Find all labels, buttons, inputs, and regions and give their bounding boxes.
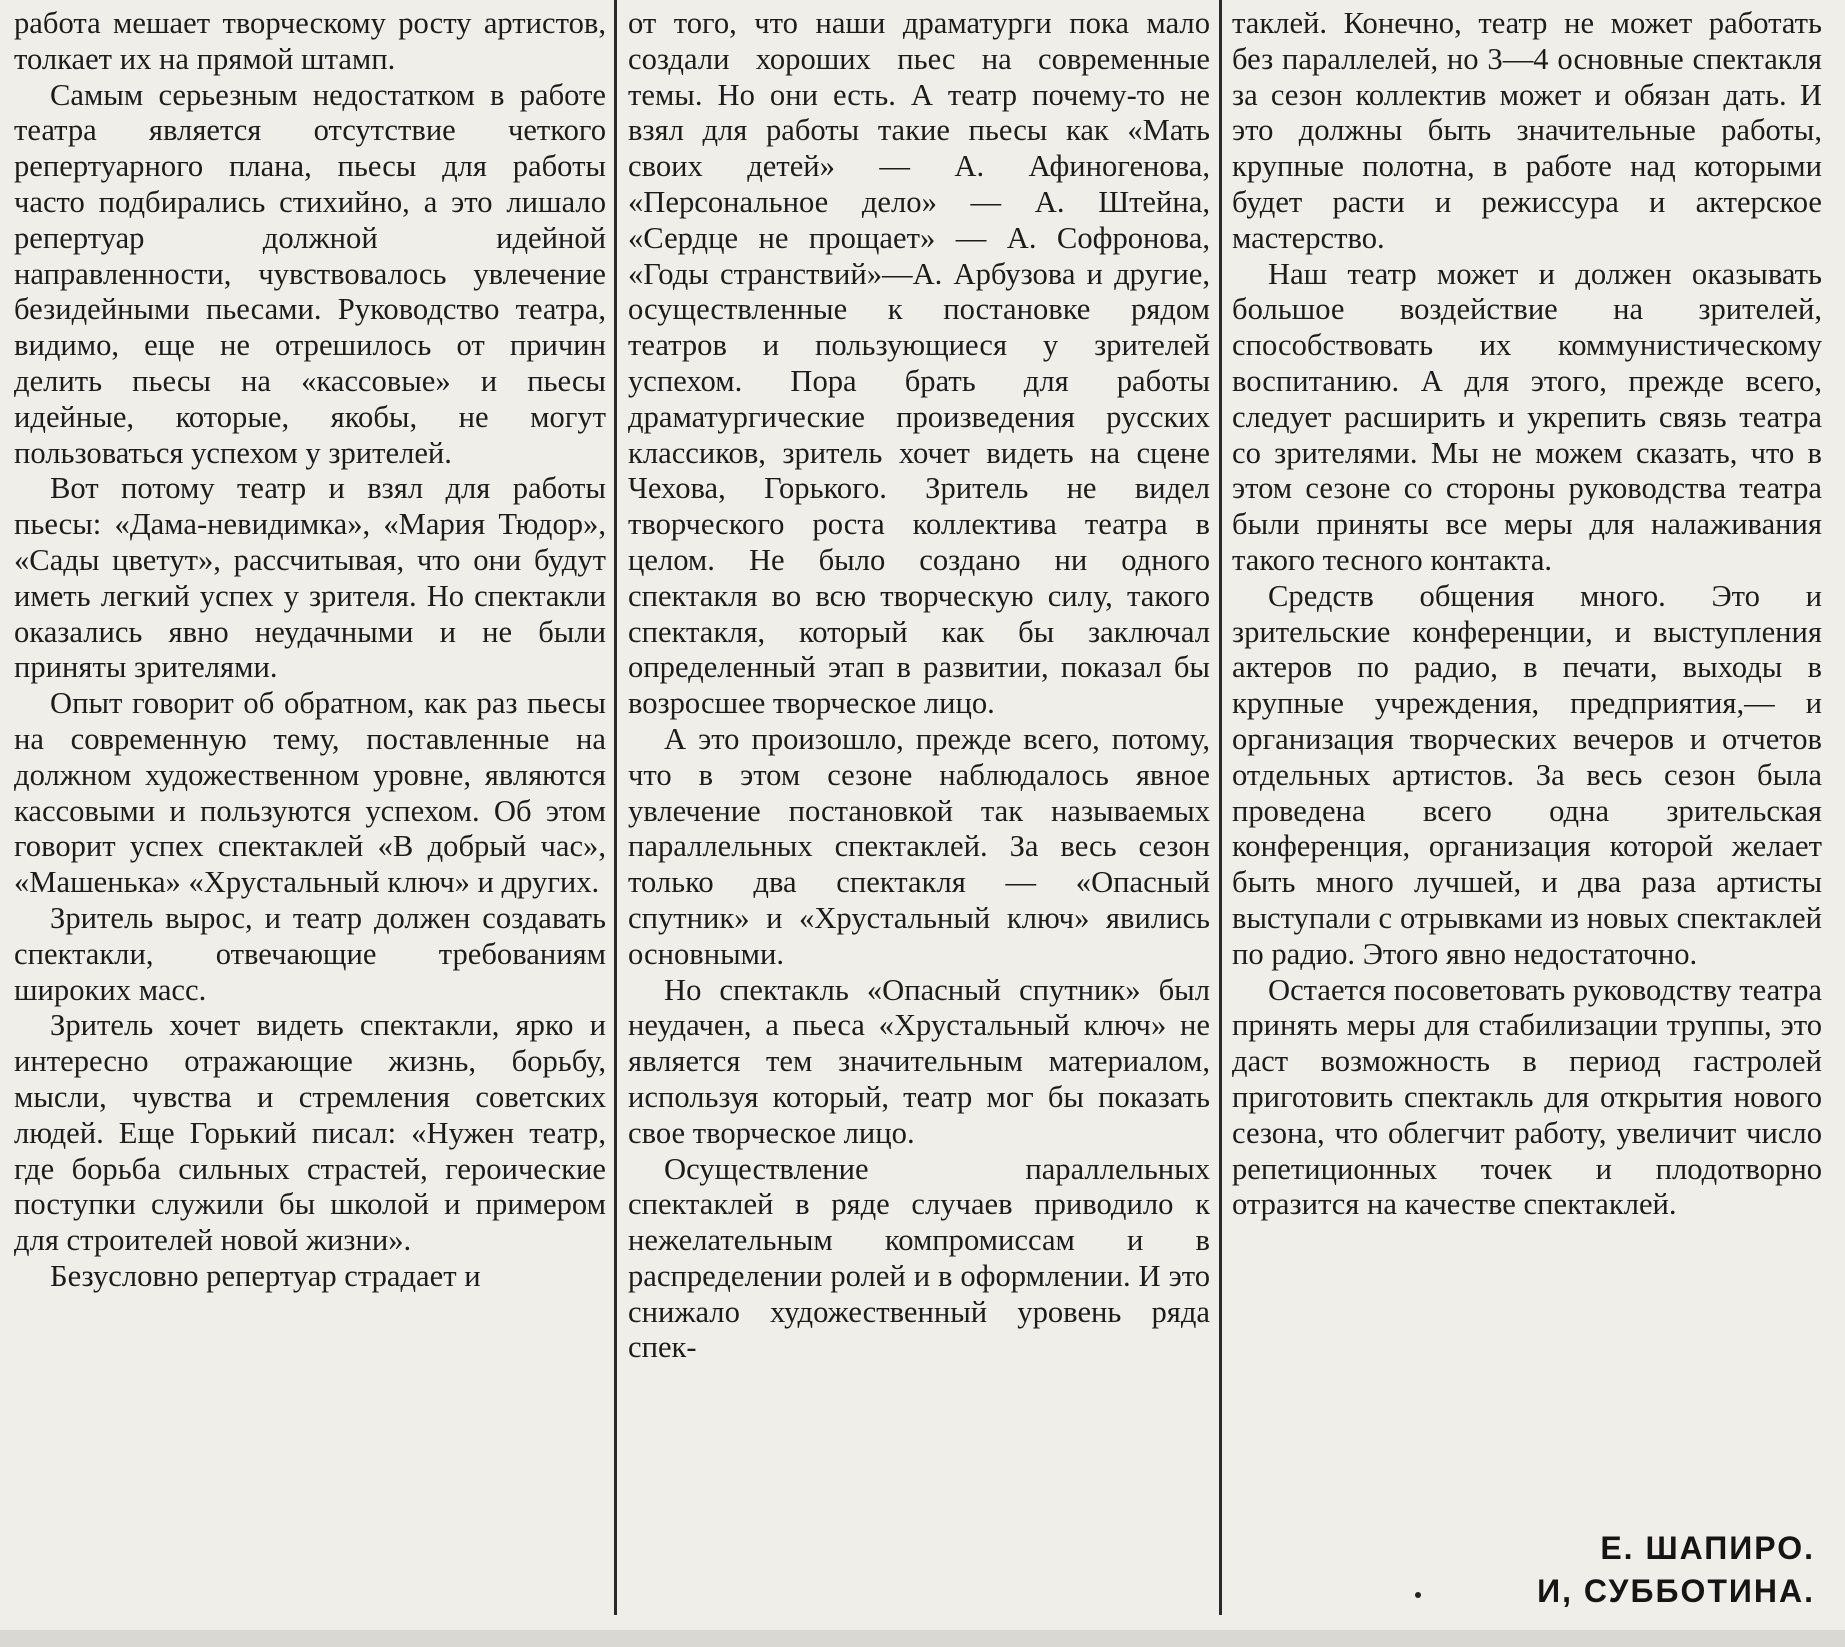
- paragraph: работа мешает творческому росту артистов, толкает их на прямой штамп.: [14, 6, 606, 76]
- paragraph: таклей. Конечно, театр не может работать без параллелей, но 3—4 основные спектакля за сезон коллектив может и обязан дать. И это должны быть значительные работы, крупные полотна, в работе над которыми будет расти и режиссура и актерское мастерство.: [1232, 6, 1822, 255]
- paragraph: Наш театр может и должен оказывать большое воздействие на зрителей, способствовать их коммунистическому воспитанию. А для этого, прежде всего, следует расширить и укрепить связь театра со зрителями. Мы не можем сказать, что в этом сезоне со стороны руководства театра были приняты все меры для налаживания такого тесного контакта.: [1232, 256, 1822, 577]
- author-signature-2: И, СУББОТИНА.: [1537, 1573, 1815, 1609]
- paragraph: Вот потому театр и взял для работы пьесы: «Дама-невидимка», «Мария Тюдор», «Сады цветут», рассчитывая, что они будут иметь легкий успех у зрителя. Но спектакли оказались явно неудачными и не были приняты зрителями.: [14, 471, 606, 685]
- paragraph: Зритель вырос, и театр должен создавать спектакли, отвечающие требованиям широких масс.: [14, 900, 606, 1007]
- paragraph: Самым серьезным недостатком в работе театра является отсутствие четкого репертуарного плана, пьесы для работы часто подбирались стихийно, а это лишало репертуар должной идейной направленности, чувствовалось увлечение безидейными пьесами. Руководство театра, видимо, еще не отрешилось от причин делить пьесы на «кассовые» и пьесы идейные, которые, якобы, не могут пользоваться успехом у зрителей.: [14, 77, 606, 470]
- paragraph: Опыт говорит об обратном, как раз пьесы на современную тему, поставленные на должном художественном уровне, являются кассовыми и пользуются успехом. Об этом говорит успех спектаклей «В добрый час», «Машенька» «Хрустальный ключ» и других.: [14, 686, 606, 900]
- article-column-2: [628, 6, 1210, 1606]
- article-column-1: [14, 6, 606, 1606]
- column-divider: [1219, 0, 1222, 1615]
- page-bottom-edge: [0, 1630, 1845, 1647]
- column-divider: [614, 0, 617, 1615]
- author-signature-1: Е. ШАПИРО.: [1600, 1530, 1815, 1566]
- paragraph: А это произошло, прежде всего, потому, что в этом сезоне наблюдалось явное увлечение постановкой так называемых параллельных спектаклей. За весь сезон только два спектакля — «Опасный спутник» и «Хрустальный ключ» явились основными.: [628, 721, 1210, 971]
- paragraph: Зритель хочет видеть спектакли, ярко и интересно отражающие жизнь, борьбу, мысли, чувства и стремления советских людей. Еще Горький писал: «Нужен театр, где борьба сильных страстей, героические поступки служили бы школой и примером для строителей новой жизни».: [14, 1008, 606, 1258]
- paragraph: Осуществление параллельных спектаклей в ряде случаев приводило к нежелательным компромиссам и в распределении ролей и в оформлении. И это снижало художественный уровень ряда спек-: [628, 1151, 1210, 1365]
- paragraph: Безусловно репертуар страдает и: [50, 1258, 481, 1293]
- article-column-3: [1232, 6, 1822, 1606]
- paragraph: Но спектакль «Опасный спутник» был неудачен, а пьеса «Хрустальный ключ» не является тем значительным материалом, используя который, театр мог бы показать свое творческое лицо.: [628, 972, 1210, 1150]
- print-dot: [1415, 1592, 1421, 1598]
- paragraph: Остается посоветовать руководству театра принять меры для стабилизации труппы, это даст возможность в период гастролей приготовить спектакль для открытия нового сезона, что облегчит работу, увеличит число репетиционных точек и плодотворно отразится на качестве спектаклей.: [1232, 972, 1822, 1222]
- paragraph: от того, что наши драматурги пока мало создали хороших пьес на современные темы. Но они есть. А театр почему-то не взял для работы такие пьесы как «Мать своих детей» — А. Афиногенова, «Персональное дело» — А. Штейна, «Сердце не прощает» — А. Софронова, «Годы странствий»—А. Арбузова и другие, осуществленные к постановке рядом театров и пользующиеся у зрителей успехом. Пора брать для работы драматургические произведения русских классиков, зритель хочет видеть на сцене Чехова, Горького. Зритель не видел творческого роста коллектива театра в целом. Не было создано ни одного спектакля во всю творческую силу, такого спектакля, который как бы заключал определенный этап в развитии, показал бы возросшее творческое лицо.: [628, 6, 1210, 721]
- paragraph: Средств общения много. Это и зрительские конференции, и выступления актеров по радио, в печати, выходы в крупные учреждения, предприятия,— и организация творческих вечеров и отчетов отдельных артистов. За весь сезон была проведена всего одна зрительская конференция, организация которой желает быть много лучшей, и два раза артисты выступали с отрывками из новых спектаклей по радио. Этого явно недостаточно.: [1232, 578, 1822, 971]
